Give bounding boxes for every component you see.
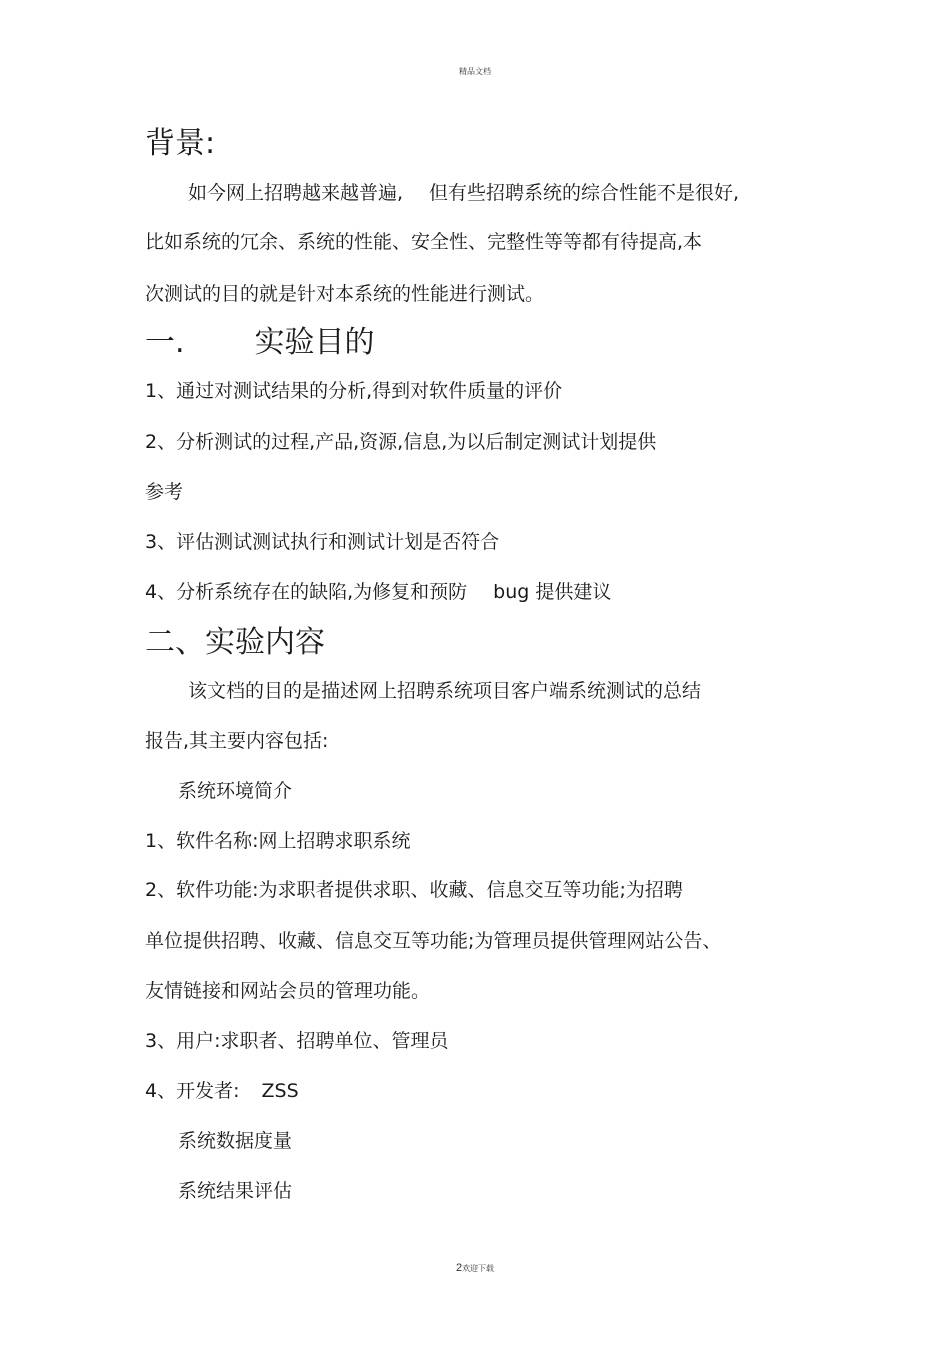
section-1-item: 1、通过对测试结果的分析,得到对软件质量的评价 bbox=[145, 380, 563, 402]
section-2-subheading-evaluation: 系统结果评估 bbox=[178, 1180, 293, 1202]
section-2-item: 3、用户:求职者、招聘单位、管理员 bbox=[145, 1030, 449, 1052]
section-1-item-4-part-a: 4、分析系统存在的缺陷,为修复和预防 bbox=[145, 581, 468, 603]
page-footer bbox=[0, 1262, 950, 1274]
section-1-item-4-part-b: bug 提供建议 bbox=[493, 581, 612, 603]
background-paragraph-line-2: 比如系统的冗余、系统的性能、安全性、完整性等等都有待提高,本 bbox=[145, 231, 703, 253]
section-2-item: 单位提供招聘、收藏、信息交互等功能;为管理员提供管理网站公告、 bbox=[145, 930, 722, 952]
background-paragraph-line-1 bbox=[188, 181, 739, 205]
section-2-intro-line-2: 报告,其主要内容包括: bbox=[145, 730, 329, 752]
background-paragraph-line-3: 次测试的目的就是针对本系统的性能进行测试。 bbox=[145, 283, 545, 305]
section-2-item: 2、软件功能:为求职者提供求职、收藏、信息交互等功能;为招聘 bbox=[145, 879, 683, 901]
section-1-item: 3、评估测试测试执行和测试计划是否符合 bbox=[145, 531, 500, 553]
background-line-1-part-a: 如今网上招聘越来越普遍, bbox=[188, 182, 404, 204]
section-1-item-4 bbox=[145, 580, 611, 604]
section-2-intro-line-1: 该文档的目的是描述网上招聘系统项目客户端系统测试的总结 bbox=[188, 680, 702, 702]
section-2-item: 友情链接和网站会员的管理功能。 bbox=[145, 980, 431, 1002]
section-1-item: 参考 bbox=[145, 481, 184, 503]
section-1-heading bbox=[145, 325, 375, 361]
section-2-heading: 二、实验内容 bbox=[145, 625, 325, 660]
section-2-subheading-environment: 系统环境简介 bbox=[178, 780, 293, 802]
header-text: 精品文档 bbox=[459, 67, 491, 76]
page-header bbox=[0, 66, 950, 77]
footer-text: 欢迎下载 bbox=[462, 1264, 495, 1273]
section-1-title: 实验目的 bbox=[254, 325, 375, 360]
section-1-item: 2、分析测试的过程,产品,资源,信息,为以后制定测试计划提供 bbox=[145, 431, 657, 453]
background-line-1-part-b: 但有些招聘系统的综合性能不是很好, bbox=[429, 182, 740, 204]
section-2-item: 1、软件名称:网上招聘求职系统 bbox=[145, 830, 411, 852]
page-number: 2 bbox=[455, 1262, 463, 1274]
section-2-item-developer bbox=[145, 1079, 299, 1103]
developer-label: 4、开发者: bbox=[145, 1080, 240, 1102]
developer-value: ZSS bbox=[261, 1080, 299, 1102]
background-heading: 背景: bbox=[145, 126, 216, 161]
section-1-number: 一. bbox=[145, 325, 185, 360]
section-2-subheading-metrics: 系统数据度量 bbox=[178, 1130, 293, 1152]
